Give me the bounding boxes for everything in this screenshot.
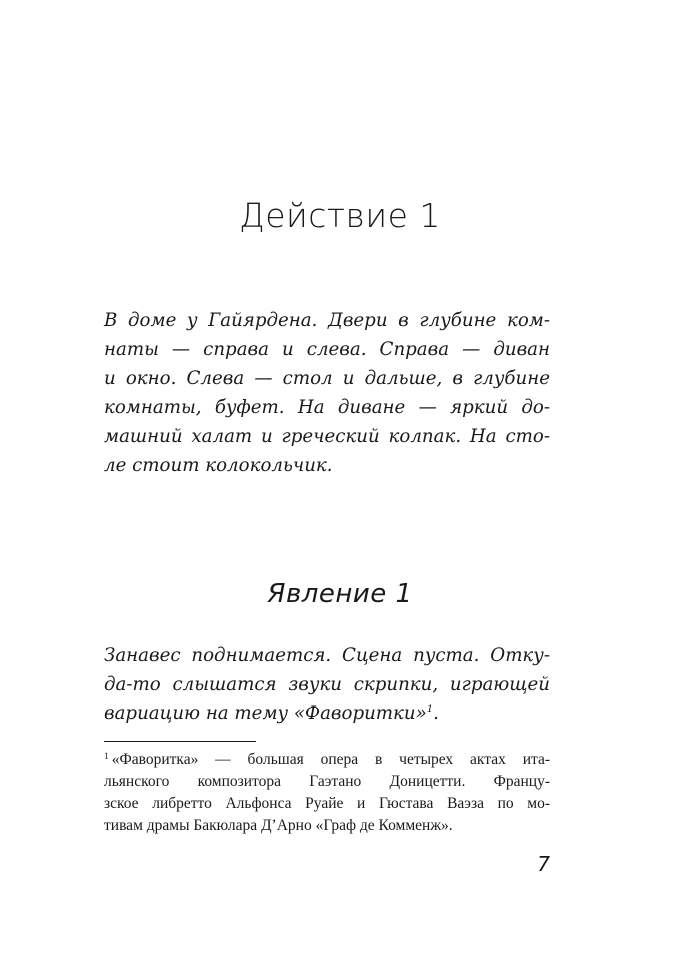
setting-stage-direction [104,306,550,480]
footnote-separator [104,741,256,742]
footnote-line: льянского композитора Гаэтано Доницетти. Францу- [104,773,550,790]
scene-line-end: . [433,703,439,724]
setting-line: и окно. Слева — стол и дальше, в глубине [104,368,550,389]
setting-line: машний халат и греческий колпак. На сто- [104,426,550,447]
setting-line: В доме у Гайярдена. Двери в глубине ком- [104,310,550,331]
footnote-marker: 1 [104,752,109,762]
scene-line: Занавес поднимается. Сцена пуста. Отку- [104,645,550,666]
footnote-reference[interactable]: 1 [426,704,434,715]
setting-line: комнаты, буфет. На диване — яркий до- [104,397,550,418]
scene-line-text: вариацию на тему «Фаворитки» [104,703,427,724]
scene-line-with-footnote [104,699,550,728]
scene-stage-direction [104,641,550,728]
page-number: 7 [537,852,550,876]
setting-line: ле стоит колокольчик. [104,455,333,476]
footnote-line-text: «Фаворитка» — большая опера в четырех актах ита- [111,751,550,768]
footnote-line: тивам драмы Бакюлара Д’Арно «Граф де Комменж». [104,817,453,834]
footnote-line: зское либретто Альфонса Руайе и Гюстава Ваэза по мо- [104,795,550,812]
footnote-line [104,749,550,771]
scene-line: да-то слышатся звуки скрипки, играющей [104,674,550,695]
act-title: Действие 1 [239,196,441,235]
setting-line: наты — справа и слева. Справа — диван [104,339,550,360]
scene-title: Явление 1 [267,579,413,609]
footnote [104,749,550,837]
